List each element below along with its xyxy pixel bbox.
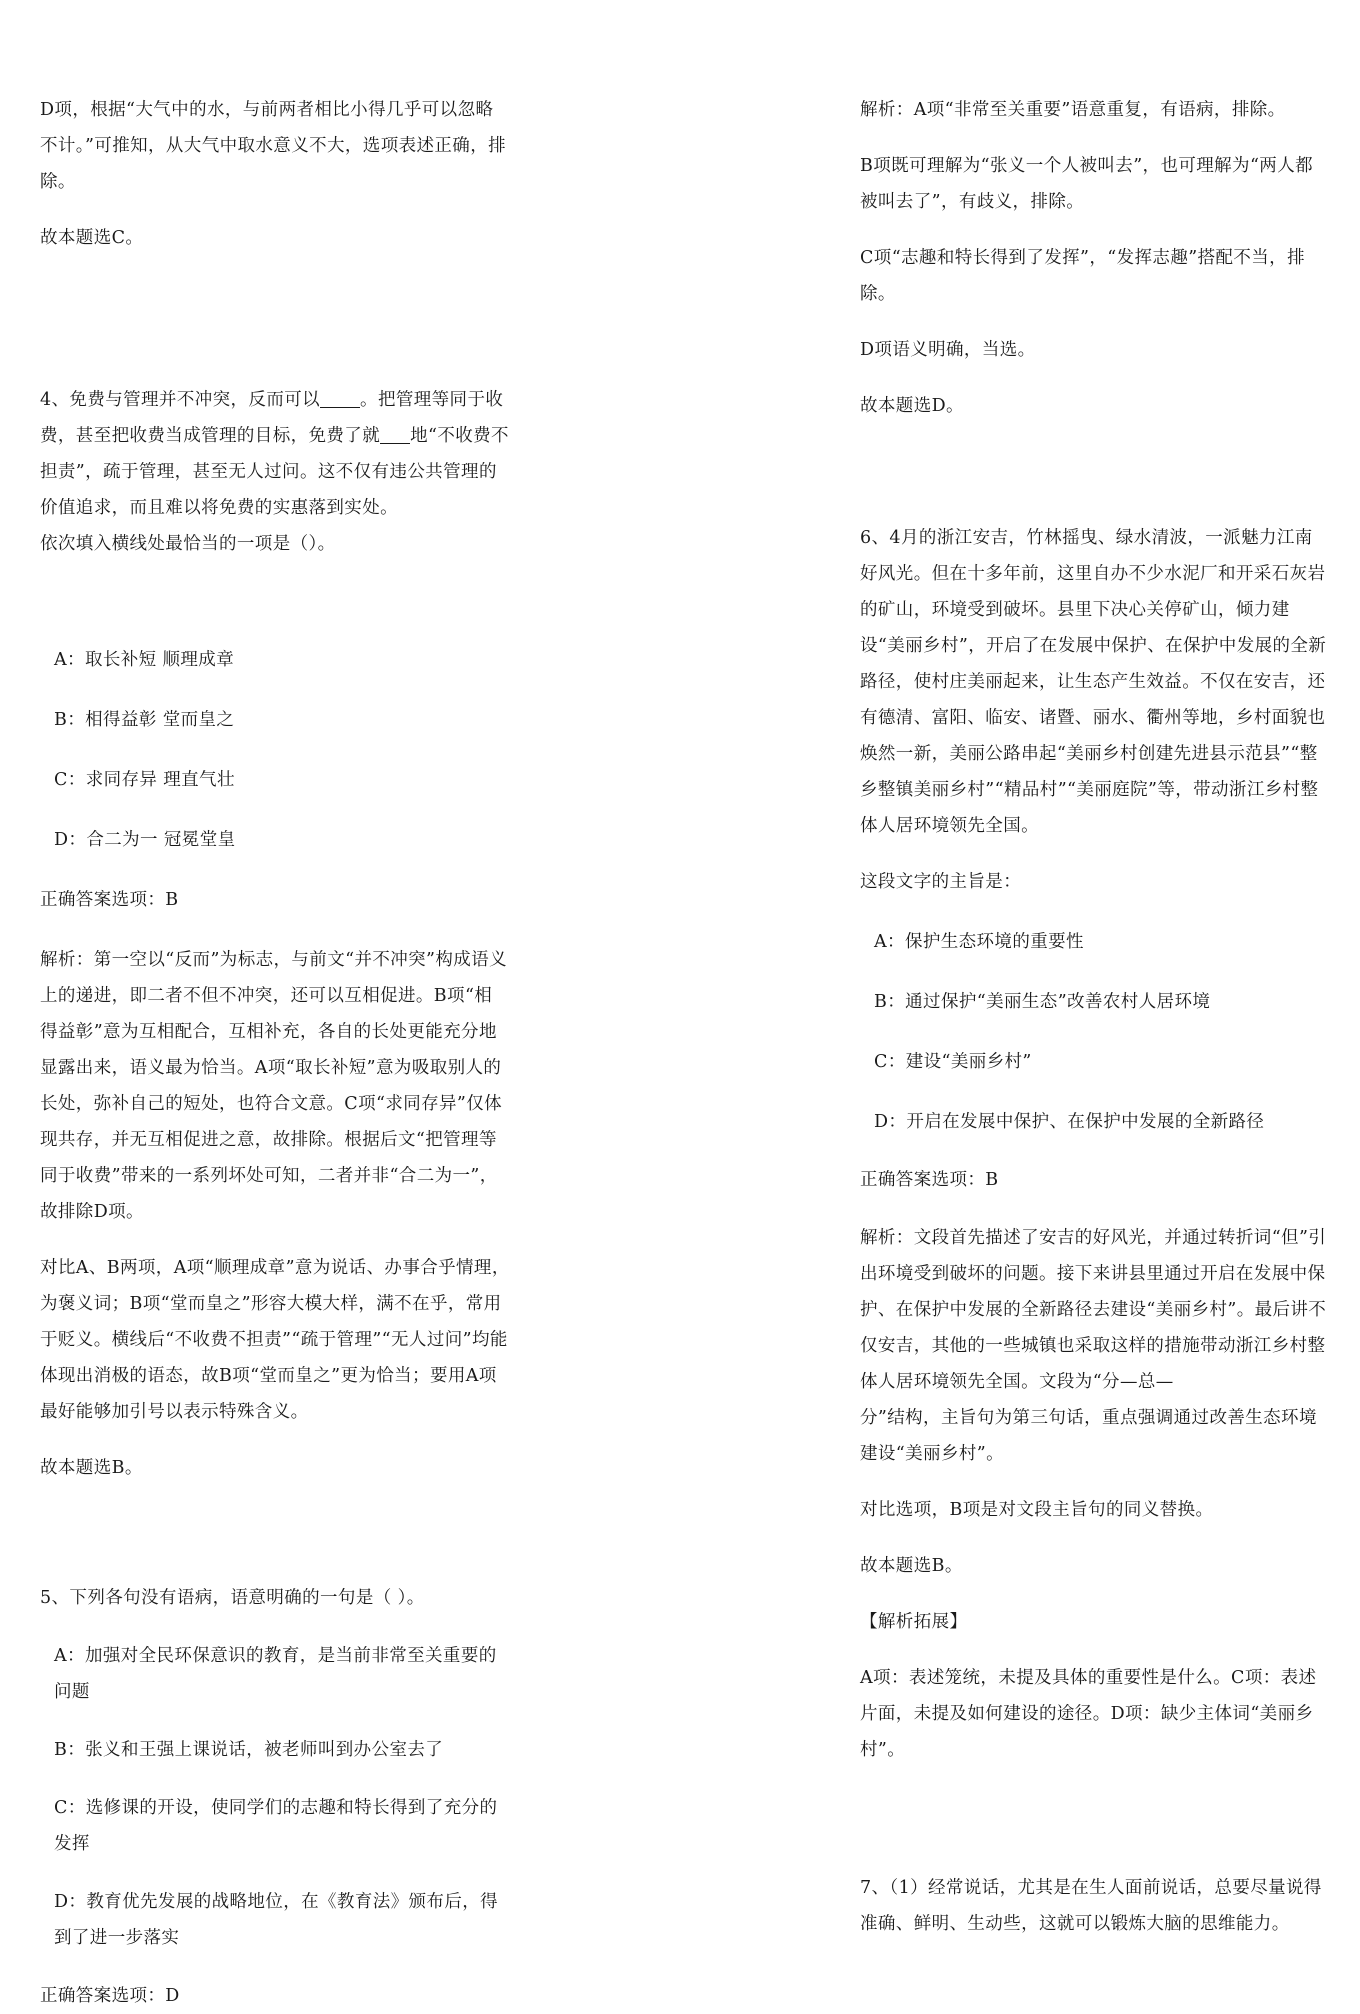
q4-analysis-2: 对比A、B两项，A项“顺理成章”意为说话、办事合乎情理，为褒义词；B项“堂而皇之”形容大模大样，满不在乎，常用于贬义。横线后“不收费不担责”“疏于管理”“无人过问”均能体现出消极的语态，故B项“堂而皇之”更为恰当；要用A项最好能够加引号以表示特殊含义。: [40, 1258, 510, 1422]
q5-conclusion: 故本题选D。: [860, 396, 964, 416]
q6-conclusion: 故本题选B。: [860, 1556, 963, 1576]
q5-analysis-d: D项语义明确，当选。: [860, 340, 1036, 360]
q6-question: 这段文字的主旨是：: [860, 872, 1022, 892]
q4-answer: 正确答案选项：B: [40, 890, 179, 910]
q4-stem-part-2: 。把管理等同于收费，甚至把收费当成管理的目标，免费了就: [40, 390, 504, 446]
q4-option-d: D：合二为一 冠冕堂皇: [54, 830, 236, 850]
q5-answer: 正确答案选项：D: [40, 1986, 180, 2006]
q6-extension-title: 【解析拓展】: [860, 1612, 968, 1632]
q6-option-a: A：保护生态环境的重要性: [874, 932, 1084, 952]
q4-analysis-1: 解析：第一空以“反而”为标志，与前文“并不冲突”构成语义上的递进，即二者不但不冲突，还可以互相促进。B项“相得益彰”意为互相配合，互相补充，各自的长处更能充分地显露出来，语义最为恰当。A项“取长补短”意为吸取别人的长处，弥补自己的短处，也符合文意。C项“求同存异”仅体现共存，并无互相促进之意，故排除。根据后文“把管理等同于收费”带来的一系列坏处可知，二者并非“合二为一”，故排除D项。: [40, 950, 507, 1222]
q7-stem: 7、（1）经常说话，尤其是在生人面前说话，总要尽量说得准确、鲜明、生动些，这就可以锻炼大脑的思维能力。: [860, 1878, 1322, 1934]
q6-compare: 对比选项，B项是对文段主旨句的同义替换。: [860, 1500, 1214, 1520]
q4-stem-part-3: 地“不收费不担责”，疏于管理，甚至无人过问。这不仅有违公共管理的价值追求，而且难以将免费的实惠落到实处。: [40, 426, 509, 518]
q6-answer: 正确答案选项：B: [860, 1170, 999, 1190]
q6-analysis-1: 解析：文段首先描述了安吉的好风光，并通过转折词“但”引出环境受到破坏的问题。接下来讲县里通过开启在发展中保护、在保护中发展的全新路径去建设“美丽乡村”。最后讲不仅安吉，其他的一些城镇也采取这样的措施带动浙江乡村整体人居环境领先全国。文段为“分—总—: [860, 1228, 1327, 1392]
left-column: [40, 0, 510, 2014]
q4-stem-part-1: 4、免费与管理并不冲突，反而可以: [40, 390, 321, 410]
q5-option-b: B：张义和王强上课说话，被老师叫到办公室去了: [54, 1740, 444, 1760]
q4-option-b: B：相得益彰 堂而皇之: [54, 710, 235, 730]
q5-analysis-b: B项既可理解为“张义一个人被叫去”，也可理解为“两人都被叫去了”，有歧义，排除。: [860, 156, 1313, 212]
q6-extension: A项：表述笼统，未提及具体的重要性是什么。C项：表述片面，未提及如何建设的途径。D项：缺少主体词“美丽乡村”。: [860, 1668, 1317, 1760]
q5-stem: 5、下列各句没有语病，语意明确的一句是（ ）。: [40, 1588, 425, 1608]
q6-analysis-2: 分”结构，主旨句为第三句话，重点强调通过改善生态环境建设“美丽乡村”。: [860, 1408, 1317, 1464]
q6-stem: 6、4月的浙江安吉，竹林摇曳、绿水清波，一派魅力江南好风光。但在十多年前，这里自办不少水泥厂和开采石灰岩的矿山，环境受到破坏。县里下决心关停矿山，倾力建设“美丽乡村”，开启了在发展中保护、在保护中发展的全新路径，使村庄美丽起来，让生态产生效益。不仅在安吉，还有德清、富阳、临安、诸暨、丽水、衢州等地，乡村面貌也焕然一新，美丽公路串起“美丽乡村创建先进县示范县”“整乡整镇美丽乡村”“精品村”“美丽庭院”等，带动浙江乡村整体人居环境领先全国。: [860, 528, 1327, 836]
q5-option-c: C：选修课的开设，使同学们的志趣和特长得到了充分的发挥: [54, 1798, 498, 1854]
q4-blank-1: [320, 389, 360, 408]
q4-stem: [40, 382, 510, 526]
q4-instruction: 依次填入横线处最恰当的一项是（）。: [40, 534, 336, 554]
q5-option-a: A：加强对全民环保意识的教育，是当前非常至关重要的问题: [54, 1646, 497, 1702]
q6-option-b: B：通过保护“美丽生态”改善农村人居环境: [874, 992, 1211, 1012]
q6-option-c: C：建设“美丽乡村”: [874, 1052, 1032, 1072]
q3-conclusion: 故本题选C。: [40, 228, 144, 248]
q4-option-c: C：求同存异 理直气壮: [54, 770, 235, 790]
q4-option-a: A：取长补短 顺理成章: [54, 650, 235, 670]
q5-analysis-a: 解析：A项“非常至关重要”语意重复，有语病，排除。: [860, 100, 1286, 120]
q5-option-d: D：教育优先发展的战略地位，在《教育法》颁布后，得到了进一步落实: [54, 1892, 499, 1948]
right-column: [860, 0, 1330, 1942]
q6-option-d: D：开启在发展中保护、在保护中发展的全新路径: [874, 1112, 1265, 1132]
q4-blank-2: [380, 425, 410, 444]
q5-analysis-c: C项“志趣和特长得到了发挥”，“发挥志趣”搭配不当，排除。: [860, 248, 1305, 304]
d-option-analysis: D项，根据“大气中的水，与前两者相比小得几乎可以忽略不计。”可推知，从大气中取水意义不大，选项表述正确，排除。: [40, 100, 506, 192]
q4-conclusion: 故本题选B。: [40, 1458, 143, 1478]
